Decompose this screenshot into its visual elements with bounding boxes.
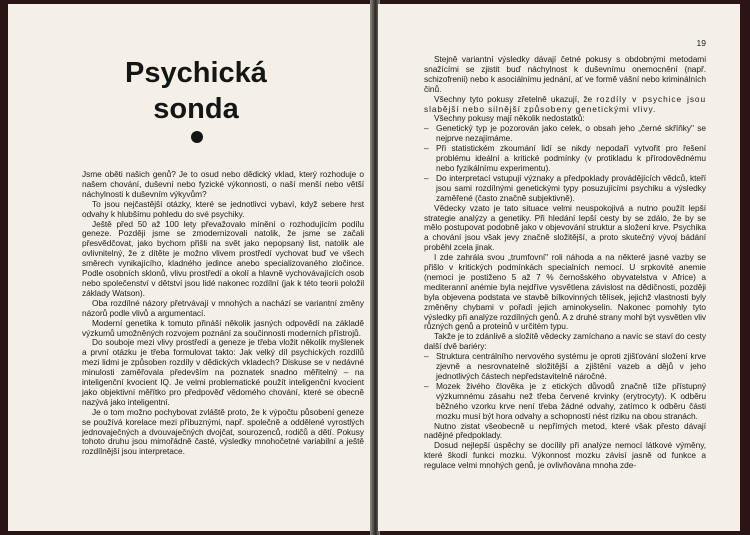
paragraph — [424, 95, 706, 115]
list-item: – Struktura centrálního nervového systému je oproti zjišťování složení krve zjevně a nesrovnatelně složitější a zjištění vazeb a dějů v jeho jednotlivých částech nepředstavitelně náročné. — [424, 352, 706, 382]
right-page — [378, 4, 740, 531]
chapter-title-line-1: Psychická — [125, 57, 267, 89]
list-item: – Do interpretací vstupují význaky a předpoklady provádějících vědců, kteří jsou sami rozdílnými genetickými typy posuzujícími psychiku a výsledky zaměřené (často značně subjektivně). — [424, 174, 706, 204]
paragraph: To jsou nejčastější otázky, které se jednotlivci vybaví, když sebere hrst odvahy k hlubšímu pohledu do své psychiky. — [82, 198, 364, 219]
paragraph: Nutno zistat všeobecně u nepřímých metod, které však přesto dávají nadějné předpoklady. — [424, 420, 706, 441]
left-page — [8, 4, 372, 531]
title-bullet-dot — [191, 131, 203, 143]
paragraph: Dosud nejlepší úspěchy se docílily při analýze nemocí látkové výměny, které škodí funkci mozku. Výkonnost mozku závisí jasně od funkce a regulace velmi mnohých genů, je ovlivňována mnoha zde- — [424, 440, 706, 471]
paragraph: Do souboje mezi vlivy prostředí a geneze je třeba vložit několik myšlenek a první otázku je třeba formulovat takto: Jak velký díl psychických rozdílů mezi lidmi je způsoben rozdíly v dědických vkladech? Diskuse se v nedávné minulosti zaměřovala především na poznatek snadno měřitelný – na inteligenční kvocient IQ. Je velmi problematické použít inteligenční kvocient jako objektivní měřítko pro předpověď vědomého chování, které se obecně nazývá jako inteligentní. — [82, 337, 364, 407]
chapter-title-line-2: sonda — [153, 93, 239, 125]
list-item: – Mozek živého člověka je z etických důvodů značně tíže přístupný výzkumnému zásahu než třeba červené krvinky (erytrocyty). K odběru běžného vzorku krve není třeba žádné odvahy, zatímco k odběru části mozku musí být hora odvahy a schopností nést riziku na obou stranách. — [424, 382, 706, 422]
spaced-emphasis: rozdíly v psychice jsou slabější nebo silnější způsobeny genetickými vlivy. — [424, 93, 706, 114]
paragraph: Je o tom možno pochybovat zvláště proto, že k výpočtu působení geneze se používá korelace mezi příbuznými, např. společně a oddělené vyrostlých jednovaječných a dvouvaječných dvojčat, sourozenců, rodičů a dětí. Pokusy tohoto druhu jsou mimořádně časté, výsledky mnohočetné variabilní a ještě rozdílnější jsou interpretace. — [82, 406, 364, 457]
paragraph-lead: Všechny tyto pokusy zřetelně ukazují, že — [434, 93, 597, 104]
left-body-text — [82, 170, 364, 457]
page-number: 19 — [696, 38, 706, 48]
list-item: – Genetický typ je pozorován jako celek, o obsah jeho „černé skříňky" se nejprve nezajímáme. — [424, 124, 706, 144]
paragraph: Oba rozdílné názory přetrvávají v mnohých a nachází se variantní změny názorů podle vlivů a argumentací. — [82, 297, 364, 318]
right-body-text — [424, 55, 706, 471]
paragraph: Stejně variantní výsledky dávají četné pokusy s obdobnými metodami snažícími se zjistit buď náchylnost k duševnímu onemocnění (např. schizofrenii) nebo k asociálnímu jednání, ať ve formě vášní nebo kriminálních činů. — [424, 54, 706, 94]
paragraph: Vědecky vzato je tato situace velmi neuspokojivá a nutno použít lepší strategie analýzy a genetiky. Při hledání lepší cesty by se zdálo, že by se mělo postupovat podobně jako v objevování struktur a složení krve. Psychika a chování jsou však jevy značně složitější, a proto skutečný vývoj bádání proběhl zcela jinak. — [424, 202, 706, 253]
paragraph: Takže je to zdánlivě a složitě vědecky zamíchano a navíc se staví do cesty další dvě bariéry: — [424, 331, 706, 352]
paragraph: Všechny pokusy mají několik nedostatků: — [434, 113, 585, 124]
list-item: – Při statistickém zkoumání lidí se nikdy nepodaří vytvořit pro řešení problému ideální a kritické podmínky (v protikladu k přírodovědnému nebo fyzikálnímu experimentu). — [424, 144, 706, 174]
paragraph: Jsme oběti našich genů? Je to osud nebo dědický vklad, který rozhoduje o našem chování, duševní nebo fyzické výkonnosti, o naší menší nebo větší náchylnosti k duševním výkyvům? — [82, 169, 364, 199]
paragraph: Moderní genetika k tomuto přináší několik jasných odpovědí na základě výzkumů umožněných rozvojem poznání za součinnosti moderních přístrojů. — [82, 317, 364, 338]
paragraph: Ještě před 50 až 100 lety převažovalo mínění o rozhodujícím podílu geneze. Později jsme se zmodernizovali natolik, že jsme se začali přesvědčovat, jako bychom přišli na svět jako nepopsaný list, natolik ale ovlivnitelný, že z dítěte je možno vlivem prostředí vychovat buď ve všech směrech vynikajícího, kladného jedince anebo specializovaného zločince. Podle osobních sklonů, vlivu prostředí a okolí a hlavně vychovávajících osob nebo společenství v dětství jsou lidé nakonec rozdílní (jak k této teorii položil základy Watson). — [82, 218, 364, 298]
paragraph: I zde zahrála svou „trumfovní" roli náhoda a na některé jasné vazby se přišlo v kritických podmínkách specialních nemocí. U srpkovité anemie (nemoci je postiženo 5 až 7 % černošského obyvatelstva v Africe) a mediteranní anémie byla nejdříve vysvětlena závislost na dědičnosti, později byla objevena podstata ve stavbě bílkovinných tělísek, jejichž vlastnosti byly změněny chybami v pořadí jejich aminokyselin. Nakonec pomohly tyto výsledky při analýze rozdílných genů. A z druhé strany mohl být vysvětlen vliv různých genů a proteinů v určitém typu. — [424, 252, 706, 332]
